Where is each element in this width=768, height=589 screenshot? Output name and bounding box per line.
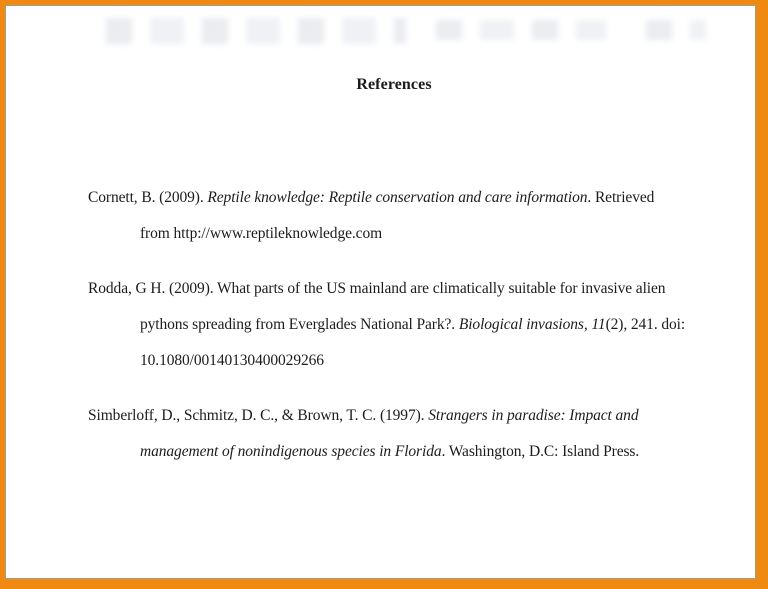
citation-italic-segment: Strangers in paradise: Impact and (428, 407, 639, 424)
citation-line (88, 271, 700, 307)
reference-list (88, 180, 700, 470)
citation-entry (88, 398, 700, 470)
ghost-text-artifact (106, 18, 406, 44)
citation-text-segment: Cornett, B. (2009). (88, 189, 208, 206)
ghost-text-artifact (646, 20, 706, 40)
citation-text-segment: . Retrieved (587, 189, 655, 206)
citation-text-segment: . Washington, D.C: Island Press. (441, 443, 640, 460)
citation-line (88, 307, 700, 343)
citation-italic-segment: Reptile knowledge: Reptile conservation and care information (207, 189, 588, 206)
citation-line (88, 216, 700, 252)
ghost-text-artifact (436, 20, 606, 40)
citation-text-segment: Rodda, G H. (2009). What parts of the US mainland are climatically suitable for invasive alien (88, 280, 666, 297)
citation-text-segment: 10.1080/00140130400029266 (140, 352, 324, 369)
citation-italic-segment: Biological invasions, 11 (458, 316, 606, 333)
url-text: from http://www.reptileknowledge.com (140, 225, 383, 242)
document-page (4, 4, 757, 580)
citation-line (88, 434, 700, 470)
citation-line (88, 398, 700, 434)
citation-text-segment: Simberloff, D., Schmitz, D. C., & Brown, T. C. (1997). (88, 407, 429, 424)
references-heading: References (356, 76, 432, 93)
citation-entry (88, 180, 700, 252)
citation-entry (88, 271, 700, 379)
citation-line (88, 180, 700, 216)
citation-line (88, 343, 700, 379)
citation-text-segment: pythons spreading from Everglades National Park?. (140, 316, 459, 333)
citation-text-segment: (2), 241. doi: (605, 316, 686, 333)
citation-italic-segment: management of nonindigenous species in Florida (140, 443, 442, 460)
